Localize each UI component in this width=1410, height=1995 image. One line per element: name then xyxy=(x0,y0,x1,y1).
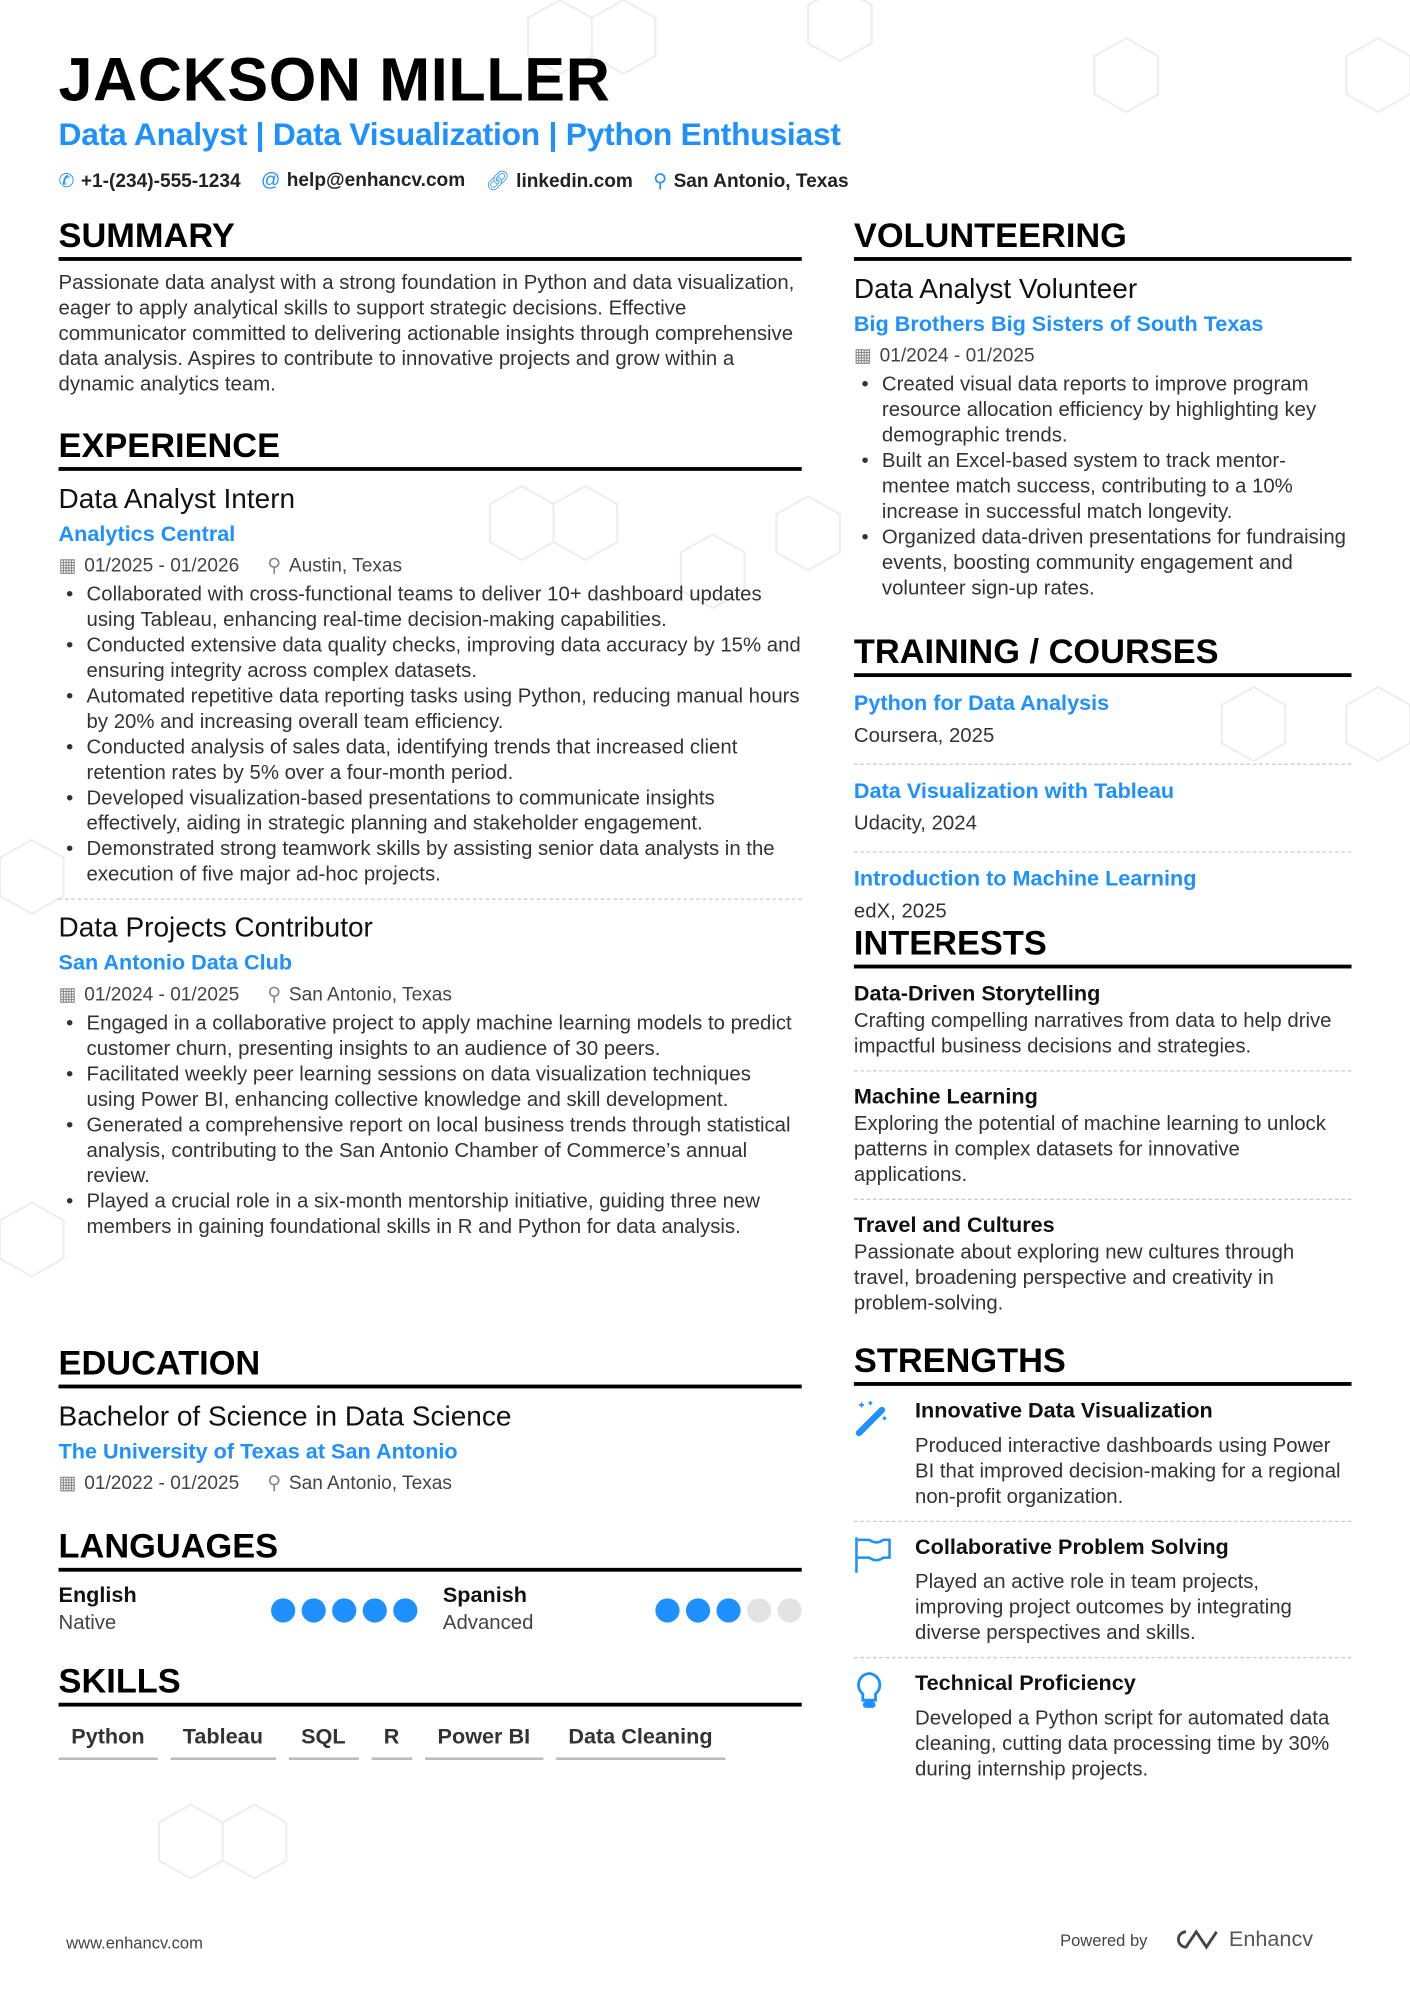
strength-text: Developed a Python script for automated data cleaning, cutting data processing time by 30% during internship projects. xyxy=(914,1707,1330,1781)
skill-tag: Python xyxy=(59,1717,158,1760)
powered-by-text: Powered by xyxy=(1060,1929,1148,1949)
interests-section xyxy=(854,924,1352,1317)
training-section xyxy=(854,632,1352,929)
skill-tag: SQL xyxy=(288,1717,358,1760)
proficiency-dot xyxy=(686,1598,710,1622)
divider xyxy=(854,1521,1352,1522)
contact-phone[interactable] xyxy=(59,169,241,192)
volunteer-title: Data Analyst Volunteer xyxy=(853,272,1138,305)
section-heading: INTERESTS xyxy=(854,924,1352,969)
section-heading: EDUCATION xyxy=(59,1344,802,1389)
dates-group xyxy=(59,552,240,580)
footer-website[interactable]: www.enhancv.com xyxy=(66,1933,203,1953)
volunteer-meta xyxy=(854,342,1352,370)
bullet: • Engaged in a collaborative project to apply machine learning models to predict customer churn, presenting insights to an audience of 30 peers. xyxy=(59,1012,802,1063)
calendar-icon: ▦ xyxy=(58,1472,77,1495)
company: Analytics Central xyxy=(58,521,236,546)
course-title: Python for Data Analysis xyxy=(853,691,1110,716)
skill-tag: Power BI xyxy=(425,1717,543,1760)
contact-link[interactable] xyxy=(486,169,633,192)
enhancv-logo-icon xyxy=(1173,1928,1221,1951)
job-meta xyxy=(59,552,802,580)
divider xyxy=(854,851,1352,852)
experience-section xyxy=(59,426,802,1240)
section-heading: SUMMARY xyxy=(59,216,802,261)
divider xyxy=(854,764,1352,765)
strength-item xyxy=(854,1668,1352,1783)
bullet: • Built an Excel-based system to track mentor-mentee match success, contributing to a 10% increase in successful match longevity. xyxy=(854,449,1352,525)
skill-tag: Tableau xyxy=(170,1717,276,1760)
proficiency-dots xyxy=(271,1598,417,1622)
email-text: help@enhancv.com xyxy=(286,169,466,191)
summary-section xyxy=(59,216,802,398)
proficiency-dot xyxy=(363,1598,387,1622)
section-heading: VOLUNTEERING xyxy=(854,216,1352,261)
phone-text: +1-(234)-555-1234 xyxy=(80,170,241,193)
at-icon: @ xyxy=(261,169,281,191)
volunteer-org: Big Brothers Big Sisters of South Texas xyxy=(853,311,1264,336)
skills-section xyxy=(59,1662,802,1760)
strength-item xyxy=(854,1396,1352,1511)
section-heading: SKILLS xyxy=(59,1662,802,1707)
bullet: • Conducted extensive data quality checks, improving data accuracy by 15% and ensuring integrity across complex datasets. xyxy=(59,634,802,685)
bullet: • Automated repetitive data reporting tasks using Python, reducing manual hours by 20% and increasing overall team efficiency. xyxy=(59,685,802,736)
candidate-title: Data Analyst | Data Visualization | Python Enthusiast xyxy=(58,117,841,153)
proficiency-dot xyxy=(655,1598,679,1622)
location-text: San Antonio, Texas xyxy=(673,170,849,193)
language-name: English xyxy=(58,1583,137,1608)
strength-title: Collaborative Problem Solving xyxy=(914,1534,1229,1559)
interest-title: Machine Learning xyxy=(853,1084,1038,1109)
link-icon: 🔗︎ xyxy=(485,170,510,193)
job-meta xyxy=(59,981,802,1009)
proficiency-dot xyxy=(778,1598,802,1622)
interest-text: Crafting compelling narratives from data to help drive impactful business decisions and strategies. xyxy=(853,1010,1332,1058)
strength-item xyxy=(854,1532,1352,1647)
job-title: Data Analyst Intern xyxy=(58,482,296,515)
section-heading: STRENGTHS xyxy=(854,1341,1352,1386)
location-pin-icon: ⚲ xyxy=(267,983,282,1006)
language-level: Advanced xyxy=(442,1612,534,1635)
dates-group xyxy=(59,981,240,1009)
proficiency-dot xyxy=(271,1598,295,1622)
language-item xyxy=(59,1582,418,1638)
strength-text: Produced interactive dashboards using Power BI that improved decision-making for a regional non-profit organization. xyxy=(914,1435,1341,1509)
candidate-name: JACKSON MILLER xyxy=(58,47,611,115)
dates: 01/2025 - 01/2026 xyxy=(84,554,240,577)
languages-section xyxy=(59,1527,802,1638)
footer-brand xyxy=(1060,1927,1313,1952)
bullet: • Conducted analysis of sales data, identifying trends that increased client retention rates by 5% over a four-month period. xyxy=(59,736,802,787)
strengths-section xyxy=(854,1341,1352,1783)
degree: Bachelor of Science in Data Science xyxy=(58,1399,512,1432)
interest-text: Exploring the potential of machine learning to unlock patterns in complex datasets for innovative applications. xyxy=(853,1113,1326,1187)
contact-email[interactable] xyxy=(261,169,465,192)
proficiency-dot xyxy=(747,1598,771,1622)
proficiency-dot xyxy=(716,1598,740,1622)
job-entry xyxy=(59,910,802,1241)
link-text: linkedin.com xyxy=(516,170,633,193)
strength-body xyxy=(915,1668,1352,1783)
course-title: Introduction to Machine Learning xyxy=(853,866,1197,891)
lightbulb-icon xyxy=(854,1668,892,1783)
proficiency-dot xyxy=(302,1598,326,1622)
location-pin-icon: ⚲ xyxy=(267,554,282,577)
school: The University of Texas at San Antonio xyxy=(58,1439,458,1464)
interest-title: Travel and Cultures xyxy=(853,1212,1055,1237)
bullet-list xyxy=(59,1012,802,1241)
bullet: • Played a crucial role in a six-month mentorship initiative, guiding three new members in gaining foundational skills in R and Python for data analysis. xyxy=(59,1190,802,1241)
bullet: • Created visual data reports to improve program resource allocation efficiency by highlighting key demographic trends. xyxy=(854,373,1352,449)
proficiency-dot xyxy=(393,1598,417,1622)
strength-text: Played an active role in team projects, improving project outcomes by integrating diverse perspectives and skills. xyxy=(914,1571,1292,1645)
location: San Antonio, Texas xyxy=(288,1472,452,1495)
interest-title: Data-Driven Storytelling xyxy=(853,981,1101,1006)
location-group xyxy=(267,552,402,580)
company: San Antonio Data Club xyxy=(58,950,293,975)
skill-tag: Data Cleaning xyxy=(556,1717,726,1760)
location-pin-icon: ⚲ xyxy=(653,170,668,193)
location-pin-icon: ⚲ xyxy=(267,1472,282,1495)
proficiency-dots xyxy=(655,1598,801,1622)
contact-bar xyxy=(59,169,849,192)
strength-title: Innovative Data Visualization xyxy=(914,1398,1213,1423)
course-source: Coursera, 2025 xyxy=(853,725,995,748)
language-name: Spanish xyxy=(442,1583,528,1608)
divider xyxy=(59,898,802,899)
bullet: • Demonstrated strong teamwork skills by assisting senior data analysts in the execution of five major ad-hoc projects. xyxy=(59,837,802,888)
contact-location xyxy=(653,169,848,192)
calendar-icon: ▦ xyxy=(58,983,77,1006)
language-text xyxy=(443,1582,534,1638)
section-heading: TRAINING / COURSES xyxy=(854,632,1352,677)
flag-icon xyxy=(854,1532,892,1647)
strength-body xyxy=(915,1396,1352,1511)
location-group xyxy=(267,981,452,1009)
dates: 01/2024 - 01/2025 xyxy=(879,344,1035,367)
brand-name: Enhancv xyxy=(1228,1926,1314,1951)
bullet: • Collaborated with cross-functional teams to deliver 10+ dashboard updates using Tableau, enhancing real-time decision-making capabilities. xyxy=(59,583,802,634)
volunteering-section xyxy=(854,216,1352,602)
course-source: Udacity, 2024 xyxy=(853,813,977,835)
section-heading: LANGUAGES xyxy=(59,1527,802,1572)
education-section xyxy=(59,1344,802,1501)
dates: 01/2022 - 01/2025 xyxy=(84,1472,240,1495)
bullet: • Organized data-driven presentations for fundraising events, boosting community engagement and volunteer sign-up rates. xyxy=(854,526,1352,602)
strength-body xyxy=(915,1532,1352,1647)
job-title: Data Projects Contributor xyxy=(58,911,373,943)
language-item xyxy=(443,1582,802,1638)
skill-tag: R xyxy=(371,1717,412,1760)
dates: 01/2024 - 01/2025 xyxy=(84,983,240,1006)
phone-icon: ✆ xyxy=(58,170,75,193)
calendar-icon: ▦ xyxy=(853,344,872,367)
divider xyxy=(854,1070,1352,1071)
bullet: • Developed visualization-based presentations to communicate insights effectively, aiding in strategic planning and stakeholder engagement. xyxy=(59,786,802,837)
divider xyxy=(854,1657,1352,1658)
bullet: • Facilitated weekly peer learning sessions on data visualization techniques using Power BI, enhancing collective knowledge and skill development. xyxy=(59,1063,802,1114)
divider xyxy=(854,1199,1352,1200)
location: Austin, Texas xyxy=(288,554,403,577)
summary-text: Passionate data analyst with a strong foundation in Python and data visualization, eager to apply analytical skills to support strategic decisions. Effective communicator committed to delivering actionable insights through comprehensive data analysis. Aspires to contribute to innovative projects and grow within a dynamic analytics team. xyxy=(58,272,795,396)
magic-wand-icon xyxy=(854,1396,892,1511)
bullet: • Generated a comprehensive report on local business trends through statistical analysis, contributing to the San Antonio Chamber of Commerce’s annual review. xyxy=(59,1114,802,1190)
interest-text: Passionate about exploring new cultures through travel, broadening perspective and creativity in problem-solving. xyxy=(853,1242,1295,1315)
calendar-icon: ▦ xyxy=(58,554,77,577)
section-heading: EXPERIENCE xyxy=(59,426,802,471)
enhancv-logo[interactable] xyxy=(1173,1927,1313,1952)
language-text xyxy=(59,1582,137,1638)
location: San Antonio, Texas xyxy=(288,983,452,1006)
course-source: edX, 2025 xyxy=(853,901,947,923)
course-title: Data Visualization with Tableau xyxy=(853,778,1175,804)
proficiency-dot xyxy=(332,1598,356,1622)
language-level: Native xyxy=(58,1612,117,1635)
job-entry xyxy=(59,481,802,888)
education-meta xyxy=(59,1470,802,1498)
strength-title: Technical Proficiency xyxy=(914,1670,1136,1696)
bullet-list xyxy=(59,583,802,888)
